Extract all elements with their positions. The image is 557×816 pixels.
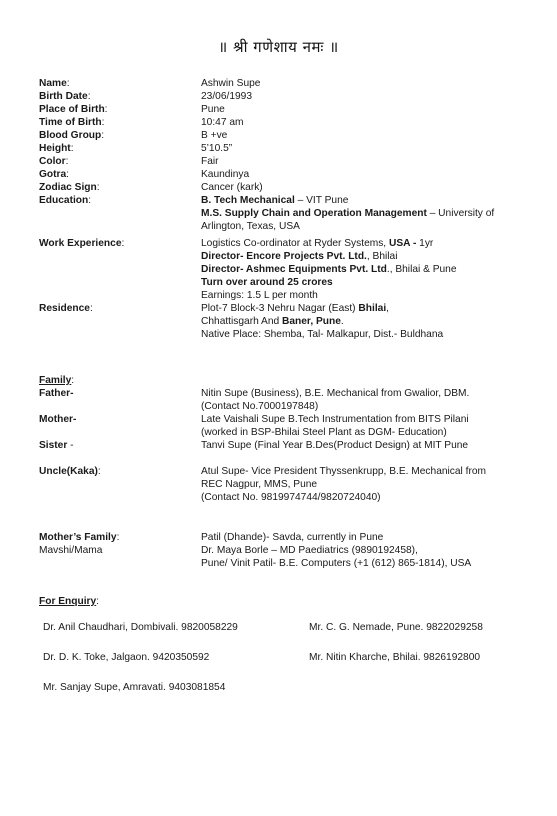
zodiac-sign-value: Cancer (kark): [201, 182, 263, 193]
gotra-label: Gotra:: [39, 169, 70, 180]
education-degree-2-cont: Arlington, Texas, USA: [201, 221, 300, 232]
place-of-birth-label: Place of Birth:: [39, 104, 108, 115]
enquiry-contact: Dr. D. K. Toke, Jalgaon. 9420350592: [43, 652, 210, 663]
page-title: ॥ श्री गणेशाय नमः ॥: [218, 38, 339, 56]
mothers-family-line-2: Dr. Maya Borle – MD Paediatrics (9890192458),: [201, 545, 418, 556]
mother-line-1: Late Vaishali Supe B.Tech Instrumentation from BITS Pilani: [201, 414, 469, 425]
residence-line-3: Native Place: Shemba, Tal- Malkapur, Dist.- Buldhana: [201, 329, 444, 340]
residence-label: Residence:: [39, 303, 93, 314]
work-line-3: Director- Ashmec Equipments Pvt. Ltd., Bhilai & Pune: [201, 264, 457, 275]
work-line-1: Logistics Co-ordinator at Ryder Systems, USA - 1yr: [201, 238, 434, 249]
enquiry-contact: Mr. C. G. Nemade, Pune. 9822029258: [309, 622, 483, 633]
enquiry-contact: Dr. Anil Chaudhari, Dombivali. 9820058229: [43, 622, 238, 633]
education-degree-2: M.S. Supply Chain and Operation Management – University of: [201, 208, 495, 219]
uncle-line-2: REC Nagpur, MMS, Pune: [201, 479, 318, 490]
mother-label: Mother-: [39, 414, 77, 425]
mother-line-2: (worked in BSP-Bhilai Steel Plant as DGM- Education): [201, 427, 447, 438]
enquiry-contact: Mr. Sanjay Supe, Amravati. 9403081854: [43, 682, 226, 693]
zodiac-sign-label: Zodiac Sign:: [39, 182, 100, 193]
color-label: Color:: [39, 156, 69, 167]
name-value: Ashwin Supe: [201, 78, 261, 89]
mothers-family-line-1: Patil (Dhande)- Savda, currently in Pune: [201, 532, 384, 543]
blood-group-label: Blood Group:: [39, 130, 105, 141]
birth-date-value: 23/06/1993: [201, 91, 252, 102]
family-heading: Family:: [39, 375, 75, 386]
mothers-family-line-3: Pune/ Vinit Patil- B.E. Computers (+1 (612) 865-1814), USA: [201, 558, 472, 569]
father-line-2: (Contact No.7000197848): [201, 401, 319, 412]
work-line-4: Turn over around 25 crores: [201, 277, 333, 288]
education-label: Education:: [39, 195, 92, 206]
color-value: Fair: [201, 156, 219, 167]
blood-group-value: B +ve: [201, 130, 228, 141]
enquiry-heading: For Enquiry:: [39, 596, 100, 607]
sister-line-1: Tanvi Supe (Final Year B.Des(Product Design) at MIT Pune: [201, 440, 469, 451]
residence-line-2: Chhattisgarh And Baner, Pune.: [201, 316, 344, 327]
time-of-birth-label: Time of Birth:: [39, 117, 105, 128]
mavshi-mama-label: Mavshi/Mama: [39, 545, 103, 556]
education-degree-1: B. Tech Mechanical – VIT Pune: [201, 195, 349, 206]
work-line-2: Director- Encore Projects Pvt. Ltd., Bhilai: [201, 251, 398, 262]
time-of-birth-value: 10:47 am: [201, 117, 244, 128]
uncle-label: Uncle(Kaka):: [39, 466, 101, 477]
enquiry-contact: Mr. Nitin Kharche, Bhilai. 9826192800: [309, 652, 481, 663]
sister-label: Sister -: [39, 440, 74, 451]
work-experience-label: Work Experience:: [39, 238, 125, 249]
place-of-birth-value: Pune: [201, 104, 225, 115]
father-line-1: Nitin Supe (Business), B.E. Mechanical from Gwalior, DBM.: [201, 388, 470, 399]
gotra-value: Kaundinya: [201, 169, 250, 180]
mothers-family-label: Mother’s Family:: [39, 532, 120, 543]
name-label: Name:: [39, 78, 70, 89]
height-value: 5’10.5”: [201, 143, 233, 154]
uncle-line-3: (Contact No. 9819974744/9820724040): [201, 492, 381, 503]
height-label: Height:: [39, 143, 74, 154]
uncle-line-1: Atul Supe- Vice President Thyssenkrupp, B.E. Mechanical from: [201, 466, 487, 477]
birth-date-label: Birth Date:: [39, 91, 91, 102]
residence-line-1: Plot-7 Block-3 Nehru Nagar (East) Bhilai,: [201, 303, 389, 314]
work-line-5: Earnings: 1.5 L per month: [201, 290, 318, 301]
father-label: Father-: [39, 388, 74, 399]
